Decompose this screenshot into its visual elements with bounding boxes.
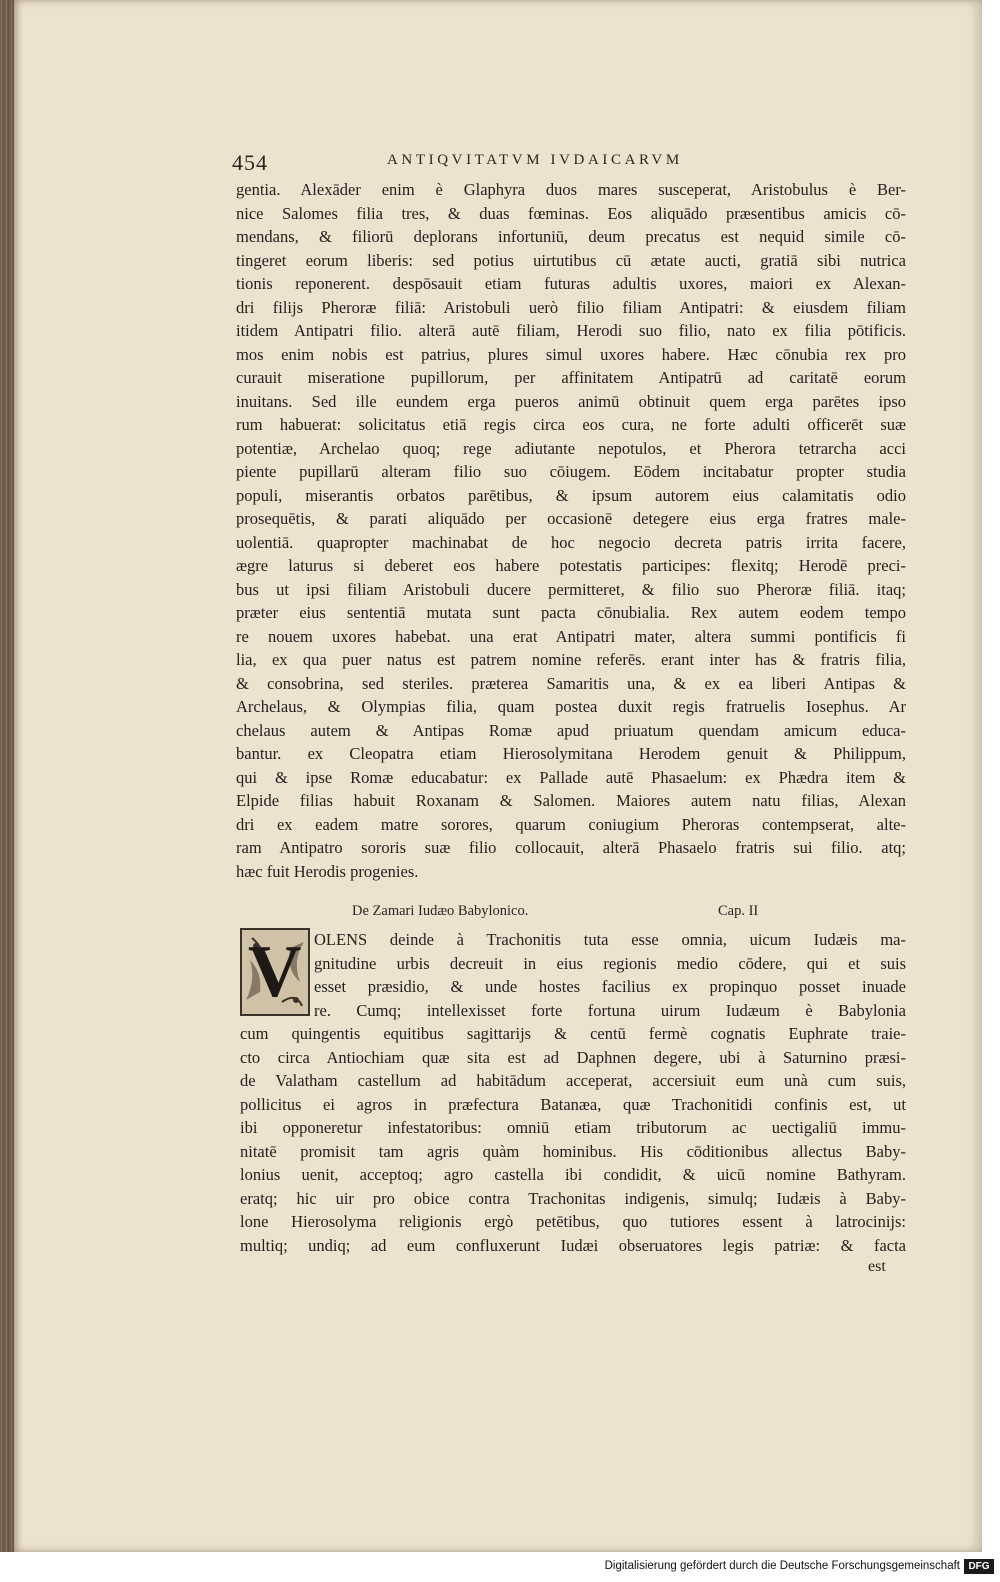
text-line: lia, ex qua puer natus est patrem nomine referēs. erant inter has & fratris filia,	[236, 650, 906, 669]
text-line: dri ex eadem matre sorores, quarum coniugium Pheroras contempserat, alte-	[236, 814, 906, 834]
main-text-block	[236, 178, 906, 883]
text-line: piente pupillarū alteram filio suo cōiugem. Eōdem incitabatur propter studia	[236, 462, 906, 481]
text-line: bantur. ex Cleopatra etiam Hierosolymitana Herodem genuit & Philippum,	[236, 744, 906, 763]
chapter-text-line: cum quingentis equitibus sagittarijs & centū fermè cognatis Euphrate traie-	[240, 1024, 906, 1043]
catchword: est	[868, 1258, 886, 1275]
page-header	[232, 150, 792, 178]
text-line: mendans, & filiorū deplorans infortuniū, deum precatus est nequid simile cō-	[236, 227, 906, 246]
chapter-text-line: esset præsidio, & unde hostes facilius ex propinquo posset inuade	[314, 977, 906, 996]
text-line: Archelaus, & Olympias filia, quam postea duxit regis fratruelis Iosephus. Ar	[236, 697, 906, 716]
text-line: prosequētis, & parati aliquādo per occasionē detegere eius erga fratres male-	[236, 509, 906, 528]
footer-bar	[0, 1552, 1000, 1582]
text-line: bus ut ipsi filiam Aristobuli ducere permitteret, & filio suo Pheroræ filiā. itaq;	[236, 579, 906, 599]
text-line: dri filijs Pheroræ filiā: Aristobuli uerò filio filiam Antipatri: & eiusdem filiam	[236, 297, 906, 317]
text-line: itidem Antipatri filio. alterā autē filiam, Herodi suo filio, nato ex filia pōtificis.	[236, 321, 906, 340]
text-line: ram Antipatro sororis suæ filio collocauit, alterā Phasaelo fratris sui filio. atq;	[236, 838, 906, 857]
text-line: tionis reponerent. despōsauit etiam futuras adultis uxores, maiori ex Alexan-	[236, 274, 906, 293]
text-line: potentiæ, Archelao quoq; rege adiutante nepotulos, et Pherora tetrarcha acci	[236, 438, 906, 458]
text-line: populi, miserantis orbatos parētibus, & ipsum autorem eius calamitatis odio	[236, 485, 906, 505]
text-line: ægre laturus si deberet eos habere potestatis participes: flexitq; Herodē preci-	[236, 556, 906, 575]
chapter-text-line: lone Hierosolyma religionis ergò petētibus, quo tutiores essent à latrocinijs:	[240, 1212, 906, 1231]
chapter-text-line: pollicitus ei agros in præfectura Batanæa, quæ Trachonitidi confinis est, ut	[240, 1094, 906, 1114]
text-line: qui & ipse Romæ educabatur: ex Pallade autē Phasaelum: ex Phædra item &	[236, 767, 906, 787]
chapter-text-line: gnitudine urbis decreuit in eius regionis medio cōdere, qui et suis	[314, 953, 906, 973]
text-line: præter eius sententiā mutata sunt pacta cōnubialia. Rex autem eodem tempo	[236, 603, 906, 622]
chapter-text-line: multiq; undiq; ad eum confluxerunt Iudæi obseruatores legis patriæ: & facta	[240, 1235, 906, 1255]
scan-margin	[982, 0, 1000, 1552]
chapter-text-line: ibi opponeretur infestatoribus: omniū etiam tributorum ac uectigaliū immu-	[240, 1118, 906, 1137]
text-line: & consobrina, sed steriles. præterea Samaritis una, & ex ea liberi Antipas &	[236, 673, 906, 693]
text-line: re nouem uxores habebat. una erat Antipatri mater, altera summi pontificis fi	[236, 626, 906, 646]
chapter-text-block	[240, 928, 906, 1257]
chapter-text-line: re. Cumq; intellexisset forte fortuna uirum Iudæum è Babylonia	[314, 1000, 906, 1020]
chapter-text-line: de Valatham castellum ad habitādum acceperat, accersiuit eum unà cum suis,	[240, 1071, 906, 1090]
text-line: mos enim nobis est patrius, plures simul uxores habere. Hæc cōnubia rex pro	[236, 344, 906, 364]
page-number: 454	[232, 150, 268, 175]
footer-credit: Digitalisierung gefördert durch die Deutsche Forschungsgemeinschaft	[604, 1560, 960, 1572]
chapter-text-line: eratq; hic uir pro obice contra Trachonitas indigenis, simulq; Iudæis à Baby-	[240, 1188, 906, 1208]
text-line: nice Salomes filia tres, & duas fœminas. Eos aliquādo præsentibus amicis cō-	[236, 203, 906, 223]
chapter-label: Cap. II	[718, 903, 759, 919]
text-line: rum habuerat: solicitatus etiā regis circa eos cura, ne forte adulti officerēt suæ	[236, 415, 906, 434]
drop-cap-initial	[240, 928, 310, 1016]
text-line: uolentiā. quapropter machinabat de hoc negocio decreta patris irrita facere,	[236, 532, 906, 552]
chapter-text-line: lonius uenit, acceptoq; agro castella ibi condidit, & uicū nomine Bathyram.	[240, 1165, 906, 1184]
chapter-heading	[352, 903, 792, 925]
text-line: tingeret eorum liberis: sed potius uirtutibus cū ætate aucti, gratiā sibi nutrica	[236, 250, 906, 270]
text-line: gentia. Alexāder enim è Glaphyra duos mares susceperat, Aristobulus è Ber-	[236, 180, 906, 199]
chapter-text-line: OLENS deinde à Trachonitis tuta esse omnia, uicum Iudæis ma-	[314, 930, 906, 949]
chapter-text-line: cto circa Antiochiam quæ sita est ad Daphnen degere, ubi à Saturnino præsi-	[240, 1047, 906, 1067]
running-title: ANTIQVITATVM IVDAICARVM	[387, 152, 683, 168]
text-line: curauit miseratione pupillorum, per affinitatem Antipatrū ad caritatē eorum	[236, 368, 906, 387]
text-line: Elpide filias habuit Roxanam & Salomen. Maiores autem natu filias, Alexan	[236, 791, 906, 810]
text-line: inuitans. Sed ille eundem erga pueros animū obtinuit quem erga parētes ipso	[236, 391, 906, 411]
text-line: chelaus autem & Antipas Romæ apud priuatum quendam amicum educa-	[236, 720, 906, 740]
chapter-title: De Zamari Iudæo Babylonico.	[352, 903, 529, 919]
drop-cap-letter: V	[248, 931, 302, 1013]
text-line: hæc fuit Herodis progenies.	[236, 861, 419, 881]
chapter-text-line: nitatē promisit tam agris quàm hominibus. His cōditionibus allectus Baby-	[240, 1141, 906, 1161]
dfg-logo: DFG	[964, 1559, 994, 1574]
